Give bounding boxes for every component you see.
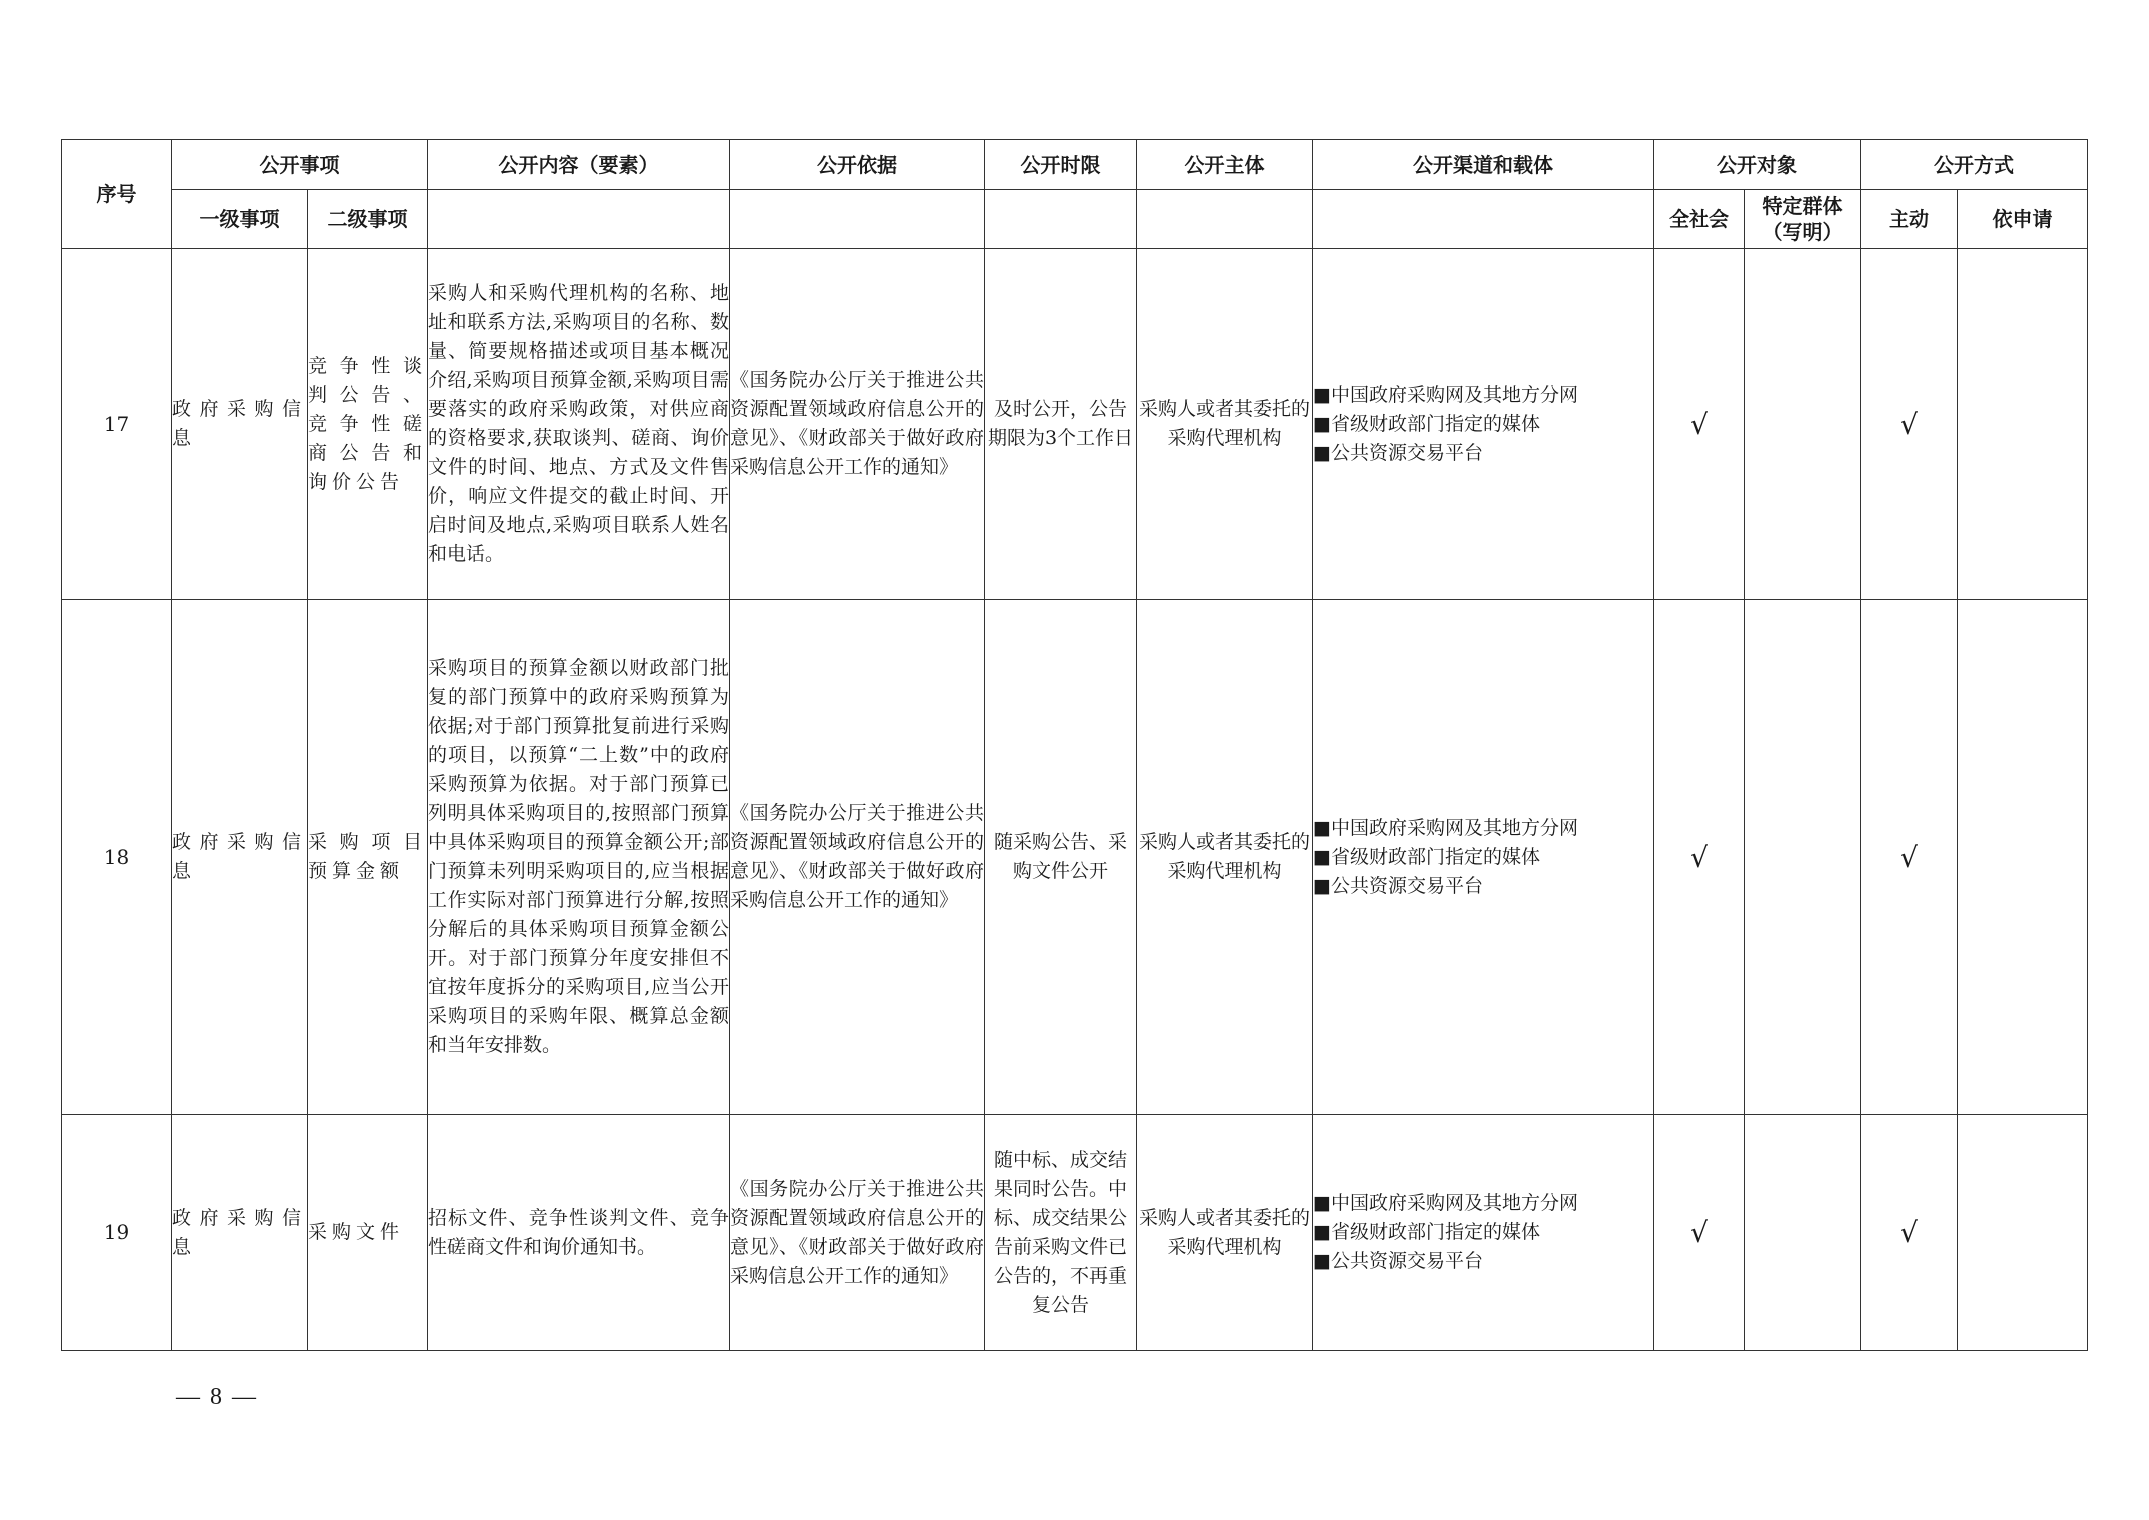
channel-item: ■中国政府采购网及其地方分网 bbox=[1313, 816, 1578, 839]
check-mark-apply bbox=[1958, 249, 2088, 600]
header-blank bbox=[1137, 190, 1313, 249]
check-mark-apply bbox=[1958, 600, 2088, 1115]
table-row bbox=[62, 600, 2088, 1115]
header-blank bbox=[985, 190, 1137, 249]
header-basis: 公开依据 bbox=[730, 140, 985, 190]
row-number: 18 bbox=[62, 600, 172, 1115]
row-channels bbox=[1313, 1115, 1654, 1351]
check-mark-specific bbox=[1745, 600, 1861, 1115]
row-level2-item: 采购文件 bbox=[308, 1115, 428, 1351]
row-level1-item: 政府采购信息 bbox=[172, 249, 308, 600]
channel-item: ■公共资源交易平台 bbox=[1313, 874, 1483, 897]
header-method-apply: 依申请 bbox=[1958, 190, 2088, 249]
row-number: 19 bbox=[62, 1115, 172, 1351]
header-channel: 公开渠道和载体 bbox=[1313, 140, 1654, 190]
check-mark-active: √ bbox=[1861, 600, 1958, 1115]
header-blank bbox=[730, 190, 985, 249]
check-mark-all: √ bbox=[1654, 1115, 1745, 1351]
channel-item: ■省级财政部门指定的媒体 bbox=[1313, 1221, 1540, 1243]
row-time-limit: 及时公开，公告期限为3个工作日 bbox=[985, 249, 1137, 600]
disclosure-table bbox=[61, 139, 2088, 1351]
header-subject: 公开主体 bbox=[1137, 140, 1313, 190]
row-time-limit: 随中标、成交结果同时公告。中标、成交结果公告前采购文件已公告的，不再重复公告 bbox=[985, 1115, 1137, 1351]
header-target: 公开对象 bbox=[1654, 140, 1861, 190]
header-content: 公开内容（要素） bbox=[428, 140, 730, 190]
row-number: 17 bbox=[62, 249, 172, 600]
check-mark-apply bbox=[1958, 1115, 2088, 1351]
header-item: 公开事项 bbox=[172, 140, 428, 190]
header-item-level2: 二级事项 bbox=[308, 190, 428, 249]
check-mark-active: √ bbox=[1861, 1115, 1958, 1351]
header-target-all: 全社会 bbox=[1654, 190, 1745, 249]
row-channels bbox=[1313, 249, 1654, 600]
channel-item: ■公共资源交易平台 bbox=[1313, 1250, 1483, 1272]
row-basis: 《国务院办公厅关于推进公共资源配置领域政府信息公开的意见》、《财政部关于做好政府采购信息公开工作的通知》 bbox=[730, 249, 985, 600]
table-row bbox=[62, 1115, 2088, 1351]
channel-item: ■中国政府采购网及其地方分网 bbox=[1313, 1192, 1578, 1214]
row-level2-item: 竞争性谈判公告、竞争性磋商公告和询价公告 bbox=[308, 249, 428, 600]
check-mark-active: √ bbox=[1861, 249, 1958, 600]
header-target-specific-note: （写明） bbox=[1762, 220, 1843, 244]
row-content: 招标文件、竞争性谈判文件、竞争性磋商文件和询价通知书。 bbox=[428, 1115, 730, 1351]
header-item-level1: 一级事项 bbox=[172, 190, 308, 249]
channel-item: ■公共资源交易平台 bbox=[1313, 441, 1483, 464]
row-content: 采购项目的预算金额以财政部门批复的部门预算中的政府采购预算为依据;对于部门预算批复前进行采购的项目，以预算“二上数”中的政府采购预算为依据。对于部门预算已列明具体采购项目的,按照部门预算中具体采购项目的预算金额公开;部门预算未列明采购项目的,应当根据工作实际对部门预算进行分解,按照分解后的具体采购项目预算金额公开。对于部门预算分年度安排但不宜按年度拆分的采购项目,应当公开采购项目的采购年限、概算总金额和当年安排数。 bbox=[428, 600, 730, 1115]
check-mark-all: √ bbox=[1654, 600, 1745, 1115]
channel-item: ■省级财政部门指定的媒体 bbox=[1313, 412, 1540, 435]
row-channels bbox=[1313, 600, 1654, 1115]
channel-item: ■中国政府采购网及其地方分网 bbox=[1313, 383, 1578, 406]
check-mark-specific bbox=[1745, 249, 1861, 600]
page-number: — 8 — bbox=[176, 1384, 258, 1410]
header-limit: 公开时限 bbox=[985, 140, 1137, 190]
row-level1-item: 政府采购信息 bbox=[172, 600, 308, 1115]
table-row bbox=[62, 249, 2088, 600]
row-subject: 采购人或者其委托的采购代理机构 bbox=[1137, 1115, 1313, 1351]
header-target-specific-label: 特定群体 bbox=[1762, 194, 1843, 218]
header-seq: 序号 bbox=[62, 140, 172, 249]
channel-item: ■省级财政部门指定的媒体 bbox=[1313, 845, 1540, 868]
header-method: 公开方式 bbox=[1861, 140, 2088, 190]
row-subject: 采购人或者其委托的采购代理机构 bbox=[1137, 249, 1313, 600]
header-blank bbox=[428, 190, 730, 249]
row-content: 采购人和采购代理机构的名称、地址和联系方法,采购项目的名称、数量、简要规格描述或项目基本概况介绍,采购项目预算金额,采购项目需要落实的政府采购政策，对供应商的资格要求,获取谈判、磋商、询价文件的时间、地点、方式及文件售价，响应文件提交的截止时间、开启时间及地点,采购项目联系人姓名和电话。 bbox=[428, 249, 730, 600]
check-mark-all: √ bbox=[1654, 249, 1745, 600]
header-method-active: 主动 bbox=[1861, 190, 1958, 249]
row-level2-item: 采购项目预算金额 bbox=[308, 600, 428, 1115]
row-level1-item: 政府采购信息 bbox=[172, 1115, 308, 1351]
row-subject: 采购人或者其委托的采购代理机构 bbox=[1137, 600, 1313, 1115]
row-basis: 《国务院办公厅关于推进公共资源配置领域政府信息公开的意见》、《财政部关于做好政府采购信息公开工作的通知》 bbox=[730, 600, 985, 1115]
row-basis: 《国务院办公厅关于推进公共资源配置领域政府信息公开的意见》、《财政部关于做好政府采购信息公开工作的通知》 bbox=[730, 1115, 985, 1351]
header-blank bbox=[1313, 190, 1654, 249]
row-time-limit: 随采购公告、采购文件公开 bbox=[985, 600, 1137, 1115]
header-target-specific bbox=[1745, 190, 1861, 249]
check-mark-specific bbox=[1745, 1115, 1861, 1351]
